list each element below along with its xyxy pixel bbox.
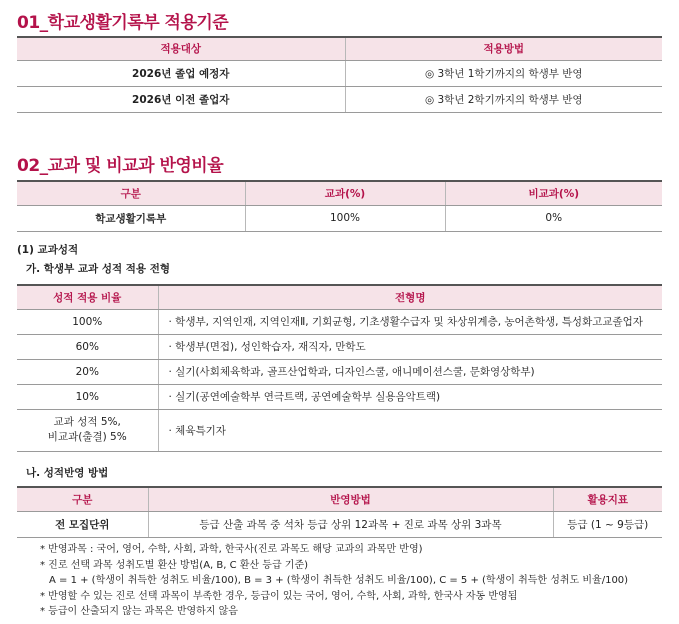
- note-3: A = 1 + (학생이 취득한 성취도 비율/100), B = 3 + (학생이 취득한 성취도 비율/100), C = 5 + (학생이 취득한 성취도 비율/100): [49, 575, 629, 587]
- note-5: * 등급이 산출되지 않는 과목은 반영하지 않음: [40, 606, 238, 618]
- admission-row5-ratio-line2: 비교과(출결) 5%: [47, 431, 127, 443]
- admission-row5-name: · 체육특기자: [158, 409, 662, 451]
- ratio-header-category: 구분: [17, 181, 245, 205]
- method-header-index: 활용지표: [553, 487, 662, 511]
- ratio-row-nonsubject: 0%: [445, 205, 662, 231]
- method-row-category: 전 모집단위: [17, 511, 148, 537]
- admission-ratio-table: [17, 284, 662, 452]
- criteria-row1-method: ◎ 3학년 1학기까지의 학생부 반영: [345, 60, 662, 86]
- ratio-table: [17, 180, 662, 232]
- ratio-row-subject: 100%: [245, 205, 445, 231]
- criteria-header-target: 적용대상: [17, 37, 345, 60]
- method-row-method: 등급 산출 과목 중 석차 등급 상위 12과목 + 진로 과목 상위 3과목: [148, 511, 553, 537]
- ratio-header-subject: 교과(%): [245, 181, 445, 205]
- method-row-index: 등급 (1 ~ 9등급): [553, 511, 662, 537]
- method-header-method: 반영방법: [148, 487, 553, 511]
- admission-row5-ratio-line1: 교과 성적 5%,: [53, 416, 121, 428]
- admission-row2-ratio: 60%: [17, 334, 158, 359]
- admission-row1-ratio: 100%: [17, 309, 158, 334]
- section2-title: 02_교과 및 비교과 반영비율: [17, 156, 224, 176]
- admission-row1-name: · 학생부, 지역인재, 지역인재Ⅱ, 기회균형, 기초생활수급자 및 차상위계층, 농어촌학생, 특성화고교졸업자: [158, 309, 662, 334]
- note-1: * 반영과목 : 국어, 영어, 수학, 사회, 과학, 한국사(진로 과목도 해당 교과의 과목만 반영): [40, 544, 423, 555]
- admission-row3-name: · 실기(사회체육학과, 골프산업학과, 디자인스쿨, 애니메이션스쿨, 문화영상학부): [158, 359, 662, 384]
- note-4: * 반영할 수 있는 진로 선택 과목이 부족한 경우, 등급이 있는 국어, 영어, 수학, 사회, 과학, 한국사 자동 반영됨: [40, 590, 518, 602]
- ratio-header-nonsubject: 비교과(%): [445, 181, 662, 205]
- admission-row4-ratio: 10%: [17, 384, 158, 409]
- footnotes: [40, 542, 628, 620]
- criteria-table: [17, 36, 662, 113]
- method-header-category: 구분: [17, 487, 148, 511]
- subsection-1a-title: 가. 학생부 교과 성적 적용 전형: [26, 263, 170, 275]
- admission-header-ratio: 성적 적용 비율: [17, 285, 158, 309]
- admission-row3-ratio: 20%: [17, 359, 158, 384]
- criteria-row1-target: 2026년 졸업 예정자: [17, 60, 345, 86]
- subsection-1-title: (1) 교과성적: [17, 244, 79, 256]
- subsection-1b-title: 나. 성적반영 방법: [26, 467, 109, 479]
- admission-row2-name: · 학생부(면접), 성인학습자, 재직자, 만학도: [158, 334, 662, 359]
- criteria-header-method: 적용방법: [345, 37, 662, 60]
- method-table: [17, 486, 662, 538]
- criteria-row2-target: 2026년 이전 졸업자: [17, 86, 345, 112]
- admission-header-name: 전형명: [158, 285, 662, 309]
- section1-title: 01_학교생활기록부 적용기준: [17, 13, 229, 33]
- admission-row4-name: · 실기(공연예술학부 연극트랙, 공연예술학부 실용음악트랙): [158, 384, 662, 409]
- ratio-row-category: 학교생활기록부: [17, 205, 245, 231]
- admission-row5-ratio: [17, 409, 158, 451]
- note-2: * 진로 선택 과목 성취도별 환산 방법(A, B, C 환산 등급 기준): [40, 559, 309, 571]
- criteria-row2-method: ◎ 3학년 2학기까지의 학생부 반영: [345, 86, 662, 112]
